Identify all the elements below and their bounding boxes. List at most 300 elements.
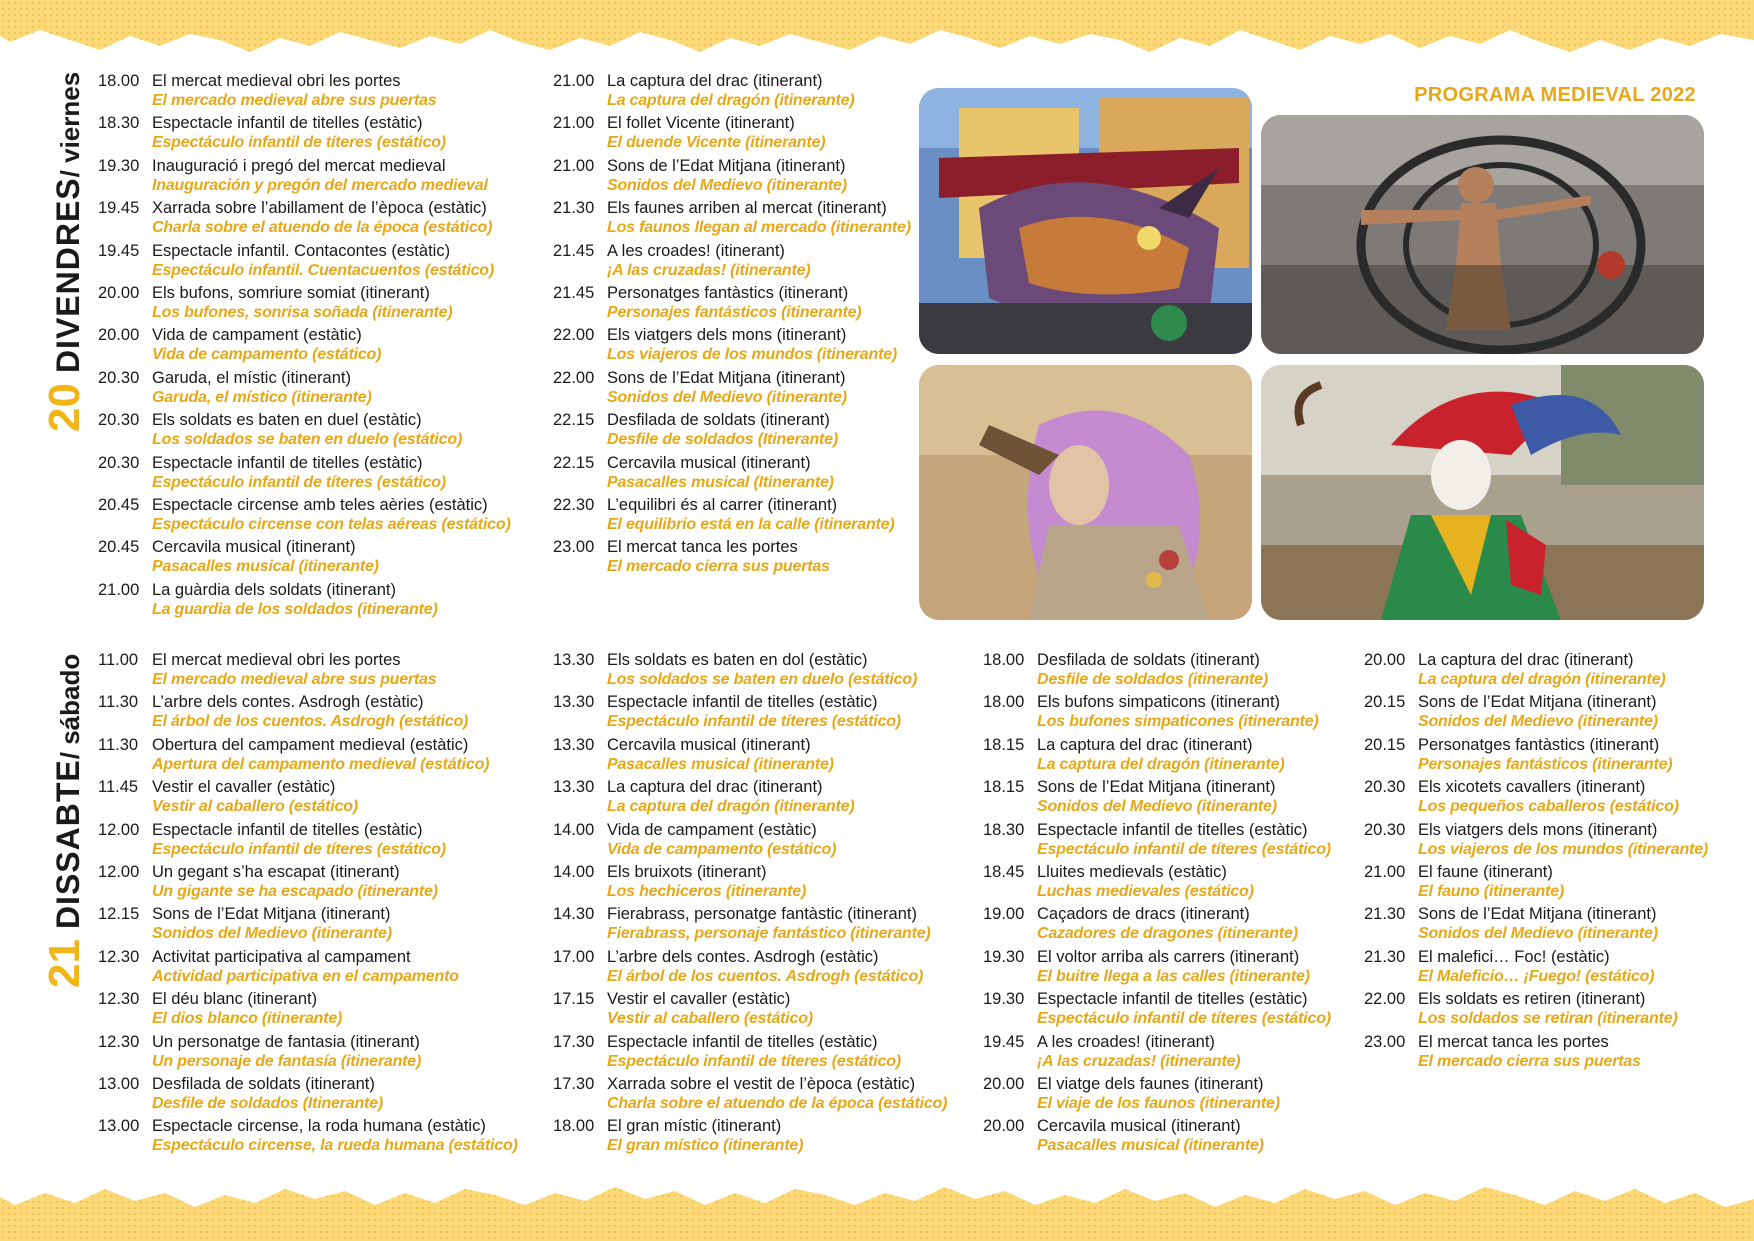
- event-time: 20.00: [983, 1117, 1025, 1136]
- event-title-catalan: Caçadors de dracs (itinerant): [1037, 905, 1250, 924]
- event-time: 11.30: [98, 735, 139, 754]
- event-title-spanish: Espectáculo circense con telas aéreas (estático): [152, 515, 511, 533]
- event-title-catalan: Els faunes arriben al mercat (itinerant): [607, 199, 887, 218]
- event-item: [553, 820, 947, 862]
- event-item: [98, 650, 518, 692]
- event-title-catalan: Desfilada de soldats (itinerant): [607, 411, 830, 430]
- event-time: 20.00: [98, 283, 140, 302]
- event-item: [553, 453, 911, 495]
- event-item: [553, 947, 947, 989]
- event-title-catalan: El mercat medieval obri les portes: [152, 651, 401, 669]
- event-time: 12.30: [98, 1032, 140, 1051]
- event-item: [98, 71, 511, 113]
- event-item: [1364, 904, 1708, 946]
- event-time: 20.45: [98, 538, 140, 557]
- event-title-spanish: ¡A las cruzadas! (itinerante): [1037, 1052, 1241, 1070]
- event-title-spanish: Apertura del campamento medieval (estático): [152, 755, 490, 773]
- event-time: 13.30: [553, 778, 595, 797]
- event-item: [98, 777, 518, 819]
- event-item: [98, 1032, 518, 1074]
- event-time: 18.15: [983, 778, 1025, 797]
- event-item: [553, 650, 947, 692]
- event-time: 19.45: [983, 1032, 1025, 1051]
- event-title-catalan: El faune (itinerant): [1418, 862, 1553, 881]
- event-time: 12.15: [98, 905, 140, 924]
- event-title-spanish: ¡A las cruzadas! (itinerante): [607, 261, 811, 279]
- event-item: [983, 1032, 1331, 1074]
- event-time: 22.00: [553, 368, 595, 387]
- event-item: [553, 495, 911, 537]
- event-item: [1364, 862, 1708, 904]
- event-title-catalan: Desfilada de soldats (itinerant): [1037, 651, 1260, 669]
- event-title-catalan: Espectacle infantil de titelles (estàtic): [152, 114, 423, 133]
- event-title-catalan: Sons de l’Edat Mitjana (itinerant): [152, 905, 391, 924]
- event-title-spanish: El equilibrio está en la calle (itinerante): [607, 515, 895, 533]
- event-title-spanish: Espectáculo infantil de títeres (estático): [152, 473, 446, 491]
- event-time: 13.30: [553, 693, 595, 712]
- event-item: [98, 989, 518, 1031]
- event-item: [1364, 692, 1708, 734]
- event-item: [1364, 989, 1708, 1031]
- event-time: 22.00: [1364, 990, 1406, 1009]
- event-title-spanish: El buitre llega a las calles (itinerante): [1037, 967, 1310, 985]
- event-title-catalan: Els bufons simpaticons (itinerant): [1037, 693, 1281, 712]
- event-item: [98, 862, 518, 904]
- event-title-catalan: Espectacle infantil de titelles (estàtic): [607, 693, 878, 712]
- event-title-catalan: Desfilada de soldats (itinerant): [152, 1074, 375, 1093]
- event-time: 19.45: [98, 241, 140, 260]
- photo-jester: [1261, 365, 1704, 620]
- event-title-spanish: El mercado cierra sus puertas: [1418, 1052, 1641, 1070]
- event-title-spanish: Espectáculo infantil de títeres (estático): [1037, 840, 1331, 858]
- event-time: 18.30: [983, 820, 1025, 839]
- event-item: [983, 947, 1331, 989]
- event-title-catalan: Inauguració i pregó del mercat medieval: [152, 156, 446, 175]
- event-title-spanish: El viaje de los faunos (itinerante): [1037, 1094, 1280, 1112]
- event-title-spanish: Espectáculo infantil de títeres (estático): [152, 134, 446, 152]
- friday-schedule-col2: [553, 71, 911, 580]
- event-title-catalan: Personatges fantàstics (itinerant): [607, 283, 849, 302]
- saturday-schedule-col1: [98, 650, 518, 1159]
- event-title-catalan: Cercavila musical (itinerant): [152, 538, 356, 557]
- event-time: 20.30: [98, 368, 140, 387]
- event-item: [553, 325, 911, 367]
- event-time: 23.00: [1364, 1032, 1406, 1051]
- event-time: 18.00: [98, 72, 140, 90]
- event-title-catalan: Espectacle circense, la roda humana (estàtic): [152, 1117, 486, 1136]
- event-time: 19.30: [983, 947, 1025, 966]
- event-item: [98, 904, 518, 946]
- event-title-spanish: Sonidos del Medievo (itinerante): [1418, 925, 1658, 943]
- event-title-catalan: L’arbre dels contes. Asdrogh (estàtic): [607, 947, 879, 966]
- event-time: 20.30: [1364, 820, 1406, 839]
- event-time: 13.00: [98, 1074, 140, 1093]
- event-time: 22.00: [553, 326, 595, 345]
- event-title-catalan: La captura del drac (itinerant): [607, 72, 823, 90]
- event-item: [98, 156, 511, 198]
- event-title-spanish: La captura del dragón (itinerante): [607, 92, 855, 109]
- event-item: [983, 650, 1331, 692]
- event-item: [983, 692, 1331, 734]
- event-title-catalan: Espectacle infantil de titelles (estàtic): [1037, 820, 1308, 839]
- event-title-spanish: La captura del dragón (itinerante): [1418, 671, 1666, 688]
- event-time: 20.15: [1364, 735, 1406, 754]
- event-time: 17.30: [553, 1032, 595, 1051]
- event-title-spanish: Sonidos del Medievo (itinerante): [607, 388, 847, 406]
- event-time: 17.30: [553, 1074, 595, 1093]
- event-title-catalan: El mercat tanca les portes: [607, 538, 798, 557]
- event-title-spanish: Actividad participativa en el campamento: [152, 967, 459, 985]
- event-time: 20.00: [1364, 651, 1406, 669]
- event-title-catalan: Sons de l’Edat Mitjana (itinerant): [1418, 693, 1657, 712]
- event-title-catalan: Espectacle circense amb teles aèries (estàtic): [152, 495, 488, 514]
- event-title-catalan: Els soldats es retiren (itinerant): [1418, 990, 1646, 1009]
- event-title-catalan: El mercat medieval obri les portes: [152, 72, 401, 90]
- event-time: 18.00: [983, 651, 1025, 669]
- event-item: [553, 735, 947, 777]
- event-title-spanish: El mercado cierra sus puertas: [607, 558, 830, 576]
- saturday-schedule-col4: [1364, 650, 1708, 1074]
- event-time: 11.45: [98, 778, 139, 797]
- event-title-spanish: Los faunos llegan al mercado (itinerante): [607, 219, 911, 237]
- event-item: [98, 453, 511, 495]
- event-time: 21.45: [553, 241, 595, 260]
- event-title-catalan: Vestir el cavaller (estàtic): [152, 778, 336, 797]
- event-time: 14.30: [553, 905, 595, 924]
- event-title-catalan: Els bufons, somriure somiat (itinerant): [152, 283, 430, 302]
- event-title-catalan: Els viatgers dels mons (itinerant): [607, 326, 847, 345]
- event-title-spanish: Personajes fantásticos (itinerante): [607, 303, 862, 321]
- event-time: 17.15: [553, 990, 595, 1009]
- event-item: [1364, 820, 1708, 862]
- event-time: 18.30: [98, 114, 140, 133]
- event-title-catalan: Sons de l’Edat Mitjana (itinerant): [1037, 778, 1276, 797]
- event-time: 20.30: [98, 411, 140, 430]
- event-item: [98, 283, 511, 325]
- event-title-spanish: Charla sobre el atuendo de la época (estático): [152, 219, 493, 237]
- torn-paper-bottom: [0, 1169, 1754, 1241]
- event-title-spanish: Los soldados se baten en duelo (estático): [607, 671, 918, 688]
- event-title-spanish: Los pequeños caballeros (estático): [1418, 798, 1679, 816]
- event-title-spanish: Sonidos del Medievo (itinerante): [1418, 713, 1658, 731]
- event-title-catalan: Espectacle infantil de titelles (estàtic): [1037, 990, 1308, 1009]
- saturday-schedule-col3: [983, 650, 1331, 1159]
- event-item: [98, 735, 518, 777]
- event-time: 12.00: [98, 862, 140, 881]
- event-item: [1364, 735, 1708, 777]
- event-item: [553, 410, 911, 452]
- event-item: [553, 537, 911, 579]
- event-item: [553, 283, 911, 325]
- event-title-catalan: Espectacle infantil de titelles (estàtic): [152, 453, 423, 472]
- event-title-catalan: El follet Vicente (itinerant): [607, 114, 795, 133]
- event-title-spanish: Los hechiceros (itinerante): [607, 882, 807, 900]
- event-item: [1364, 947, 1708, 989]
- event-time: 12.30: [98, 947, 140, 966]
- event-title-spanish: Los bufones simpaticones (itinerante): [1037, 713, 1319, 731]
- day-number: 21: [40, 939, 89, 988]
- event-time: 20.30: [98, 453, 140, 472]
- event-title-catalan: Un personatge de fantasia (itinerant): [152, 1032, 420, 1051]
- event-title-spanish: Espectáculo infantil de títeres (estático): [607, 1052, 901, 1070]
- page-title: PROGRAMA MEDIEVAL 2022: [1414, 84, 1696, 106]
- event-title-catalan: Vida de campament (estàtic): [607, 820, 817, 839]
- event-title-spanish: Sonidos del Medievo (itinerante): [607, 176, 847, 194]
- event-item: [553, 113, 911, 155]
- photo-dragon-puppet: [919, 88, 1252, 354]
- event-title-spanish: Inauguración y pregón del mercado medieval: [152, 176, 488, 194]
- event-title-spanish: Vida de campamento (estático): [607, 840, 837, 858]
- friday-schedule-col1: [98, 71, 511, 622]
- event-time: 20.00: [98, 326, 140, 345]
- photo-acrobat-wheel: [1261, 115, 1704, 354]
- event-time: 18.45: [983, 862, 1025, 881]
- event-time: 13.30: [553, 735, 595, 754]
- event-title-spanish: El Maleficio… ¡Fuego! (estático): [1418, 967, 1655, 985]
- event-item: [553, 692, 947, 734]
- event-time: 21.00: [98, 580, 140, 599]
- event-item: [98, 947, 518, 989]
- event-title-catalan: Cercavila musical (itinerant): [607, 453, 811, 472]
- event-title-spanish: Cazadores de dragones (itinerante): [1037, 925, 1298, 943]
- event-title-spanish: Desfile de soldados (Itinerante): [607, 431, 838, 449]
- event-title-spanish: Desfile de soldados (Itinerante): [152, 1094, 383, 1112]
- event-title-spanish: Desfile de soldados (itinerante): [1037, 671, 1268, 688]
- event-item: [98, 820, 518, 862]
- event-title-spanish: Sonidos del Medievo (itinerante): [152, 925, 392, 943]
- event-item: [1364, 1032, 1708, 1074]
- event-time: 20.45: [98, 495, 140, 514]
- event-title-catalan: Sons de l’Edat Mitjana (itinerant): [1418, 905, 1657, 924]
- event-title-spanish: Los viajeros de los mundos (itinerante): [1418, 840, 1709, 858]
- event-item: [98, 495, 511, 537]
- event-time: 20.30: [1364, 778, 1406, 797]
- event-item: [553, 862, 947, 904]
- event-time: 14.00: [553, 862, 595, 881]
- event-title-spanish: Espectáculo infantil. Cuentacuentos (estático): [152, 261, 494, 279]
- event-item: [983, 904, 1331, 946]
- day-name: DIVENDRES: [50, 177, 86, 374]
- event-title-spanish: Pasacalles musical (Itinerante): [607, 473, 834, 491]
- event-time: 18.00: [983, 693, 1025, 712]
- event-title-catalan: El gran místic (itinerant): [607, 1117, 782, 1136]
- event-title-spanish: Los soldados se baten en duelo (estático): [152, 431, 463, 449]
- event-item: [98, 1116, 518, 1158]
- event-item: [98, 198, 511, 240]
- event-title-catalan: A les croades! (itinerant): [1037, 1032, 1215, 1051]
- event-title-spanish: El mercado medieval abre sus puertas: [152, 671, 437, 688]
- event-item: [983, 735, 1331, 777]
- event-title-catalan: Espectacle infantil de titelles (estàtic): [152, 820, 423, 839]
- event-title-spanish: Espectáculo circense, la rueda humana (estático): [152, 1137, 518, 1155]
- event-item: [553, 1032, 947, 1074]
- event-title-catalan: Personatges fantàstics (itinerant): [1418, 735, 1660, 754]
- event-item: [98, 1074, 518, 1116]
- event-item: [983, 1074, 1331, 1116]
- event-time: 19.00: [983, 905, 1025, 924]
- event-title-spanish: Espectáculo infantil de títeres (estático): [607, 713, 901, 731]
- event-title-catalan: Lluites medievals (estàtic): [1037, 862, 1227, 881]
- event-item: [98, 537, 511, 579]
- event-title-spanish: Garuda, el místico (itinerante): [152, 388, 372, 406]
- event-title-catalan: El voltor arriba als carrers (itinerant): [1037, 947, 1300, 966]
- saturday-schedule-col2: [553, 650, 947, 1159]
- event-item: [98, 580, 511, 622]
- event-title-spanish: Vestir al caballero (estático): [152, 798, 358, 816]
- event-title-spanish: La guardia de los soldados (itinerante): [152, 600, 438, 618]
- event-item: [98, 241, 511, 283]
- event-item: [983, 820, 1331, 862]
- event-item: [983, 777, 1331, 819]
- event-time: 22.30: [553, 495, 595, 514]
- event-time: 19.30: [98, 156, 140, 175]
- event-title-catalan: Espectacle infantil de titelles (estàtic): [607, 1032, 878, 1051]
- event-item: [983, 989, 1331, 1031]
- event-title-catalan: La guàrdia dels soldats (itinerant): [152, 580, 396, 599]
- event-title-spanish: El fauno (itinerante): [1418, 882, 1565, 900]
- event-time: 18.00: [553, 1117, 595, 1136]
- event-title-spanish: Fierabrass, personaje fantástico (itinerante): [607, 925, 931, 943]
- event-title-catalan: Espectacle infantil. Contacontes (estàtic): [152, 241, 451, 260]
- day-name: DISSABTE: [50, 759, 86, 930]
- event-item: [553, 1116, 947, 1158]
- event-time: 13.30: [553, 651, 595, 669]
- event-title-catalan: Sons de l’Edat Mitjana (itinerant): [607, 368, 846, 387]
- event-title-catalan: Els soldats es baten en duel (estàtic): [152, 411, 422, 430]
- event-title-spanish: Espectáculo infantil de títeres (estático): [152, 840, 446, 858]
- event-title-spanish: Sonidos del Medievo (itinerante): [1037, 798, 1277, 816]
- event-title-catalan: Fierabrass, personatge fantàstic (itinerant): [607, 905, 917, 924]
- event-item: [98, 368, 511, 410]
- event-item: [553, 156, 911, 198]
- event-title-catalan: Un gegant s’ha escapat (itinerant): [152, 862, 400, 881]
- event-time: 19.30: [983, 990, 1025, 1009]
- event-time: 11.00: [98, 651, 139, 669]
- event-title-catalan: La captura del drac (itinerant): [1037, 735, 1253, 754]
- event-title-catalan: Xarrada sobre el vestit de l’època (estàtic): [607, 1074, 916, 1093]
- event-item: [98, 113, 511, 155]
- event-title-spanish: El duende Vicente (itinerante): [607, 134, 826, 152]
- event-item: [98, 325, 511, 367]
- event-title-catalan: A les croades! (itinerant): [607, 241, 785, 260]
- event-time: 17.00: [553, 947, 595, 966]
- event-title-catalan: Garuda, el místic (itinerant): [152, 368, 351, 387]
- event-title-catalan: Vestir el cavaller (estàtic): [607, 990, 791, 1009]
- event-title-catalan: El mercat tanca les portes: [1418, 1032, 1609, 1051]
- photo-fantasy-character: [919, 365, 1252, 620]
- event-item: [553, 777, 947, 819]
- event-title-spanish: La captura del dragón (itinerante): [1037, 755, 1285, 773]
- event-title-catalan: El déu blanc (itinerant): [152, 990, 318, 1009]
- event-title-spanish: Un gigante se ha escapado (itinerante): [152, 882, 438, 900]
- event-title-catalan: El malefici… Foc! (estàtic): [1418, 947, 1610, 966]
- event-item: [553, 904, 947, 946]
- day-name-spanish: / viernes: [55, 71, 85, 178]
- event-title-catalan: Els bruixots (itinerant): [607, 862, 767, 881]
- event-title-catalan: Xarrada sobre l’abillament de l’època (estàtic): [152, 199, 487, 218]
- event-title-catalan: Activitat participativa al campament: [152, 947, 411, 966]
- day-name-spanish: / sábado: [55, 653, 85, 760]
- event-title-catalan: Els viatgers dels mons (itinerant): [1418, 820, 1658, 839]
- event-item: [983, 1116, 1331, 1158]
- event-item: [553, 989, 947, 1031]
- event-item: [98, 410, 511, 452]
- event-item: [983, 862, 1331, 904]
- event-title-spanish: El gran místico (itinerante): [607, 1137, 804, 1155]
- event-title-spanish: El árbol de los cuentos. Asdrogh (estático): [152, 713, 469, 731]
- event-title-catalan: Sons de l’Edat Mitjana (itinerant): [607, 156, 846, 175]
- event-time: 21.00: [553, 72, 595, 90]
- event-time: 18.15: [983, 735, 1025, 754]
- torn-paper-top: [0, 0, 1754, 70]
- event-time: 21.00: [553, 156, 595, 175]
- event-title-spanish: Pasacalles musical (itinerante): [607, 755, 834, 773]
- event-title-catalan: Obertura del campament medieval (estàtic): [152, 735, 469, 754]
- event-title-spanish: Pasacalles musical (itinerante): [152, 558, 379, 576]
- event-time: 22.15: [553, 453, 595, 472]
- event-title-spanish: La captura del dragón (itinerante): [607, 798, 855, 816]
- event-title-catalan: La captura del drac (itinerant): [1418, 651, 1634, 669]
- event-item: [553, 368, 911, 410]
- event-time: 20.15: [1364, 693, 1406, 712]
- event-title-spanish: Vestir al caballero (estático): [607, 1010, 813, 1028]
- event-time: 12.30: [98, 990, 140, 1009]
- event-title-catalan: L’arbre dels contes. Asdrogh (estàtic): [152, 693, 424, 712]
- event-item: [98, 692, 518, 734]
- event-title-spanish: El dios blanco (itinerante): [152, 1010, 343, 1028]
- event-title-spanish: Pasacalles musical (itinerante): [1037, 1137, 1264, 1155]
- event-item: [553, 241, 911, 283]
- event-time: 13.00: [98, 1117, 140, 1136]
- event-title-catalan: Vida de campament (estàtic): [152, 326, 362, 345]
- event-title-spanish: Charla sobre el atuendo de la época (estático): [607, 1094, 948, 1112]
- event-title-spanish: Los bufones, sonrisa soñada (itinerante): [152, 303, 453, 321]
- event-item: [553, 1074, 947, 1116]
- event-title-catalan: Cercavila musical (itinerant): [1037, 1117, 1241, 1136]
- event-time: 19.45: [98, 199, 140, 218]
- event-item: [553, 71, 911, 113]
- event-title-catalan: El viatge dels faunes (itinerant): [1037, 1074, 1264, 1093]
- event-item: [1364, 650, 1708, 692]
- event-title-spanish: Espectáculo infantil de títeres (estático): [1037, 1010, 1331, 1028]
- event-title-catalan: Els soldats es baten en dol (estàtic): [607, 651, 868, 669]
- event-title-spanish: Los viajeros de los mundos (itinerante): [607, 346, 898, 364]
- event-time: 12.00: [98, 820, 140, 839]
- event-time: 22.15: [553, 411, 595, 430]
- day-number: 20: [40, 383, 89, 432]
- event-title-spanish: Vida de campamento (estático): [152, 346, 382, 364]
- event-item: [1364, 777, 1708, 819]
- event-title-spanish: Personajes fantásticos (itinerante): [1418, 755, 1673, 773]
- event-title-spanish: El mercado medieval abre sus puertas: [152, 92, 437, 109]
- event-time: 21.30: [1364, 905, 1406, 924]
- event-item: [553, 198, 911, 240]
- event-time: 11.30: [98, 693, 139, 712]
- event-title-spanish: El árbol de los cuentos. Asdrogh (estático): [607, 967, 924, 985]
- event-title-spanish: Los soldados se retiran (itinerante): [1418, 1010, 1678, 1028]
- event-time: 21.00: [1364, 862, 1406, 881]
- event-title-catalan: Cercavila musical (itinerant): [607, 735, 811, 754]
- event-time: 20.00: [983, 1074, 1025, 1093]
- event-time: 21.30: [1364, 947, 1406, 966]
- event-time: 21.30: [553, 199, 595, 218]
- event-time: 21.00: [553, 114, 595, 133]
- event-time: 14.00: [553, 820, 595, 839]
- event-title-catalan: Els xicotets cavallers (itinerant): [1418, 778, 1646, 797]
- event-title-catalan: La captura del drac (itinerant): [607, 778, 823, 797]
- event-time: 23.00: [553, 538, 595, 557]
- event-title-catalan: L’equilibri és al carrer (itinerant): [607, 495, 838, 514]
